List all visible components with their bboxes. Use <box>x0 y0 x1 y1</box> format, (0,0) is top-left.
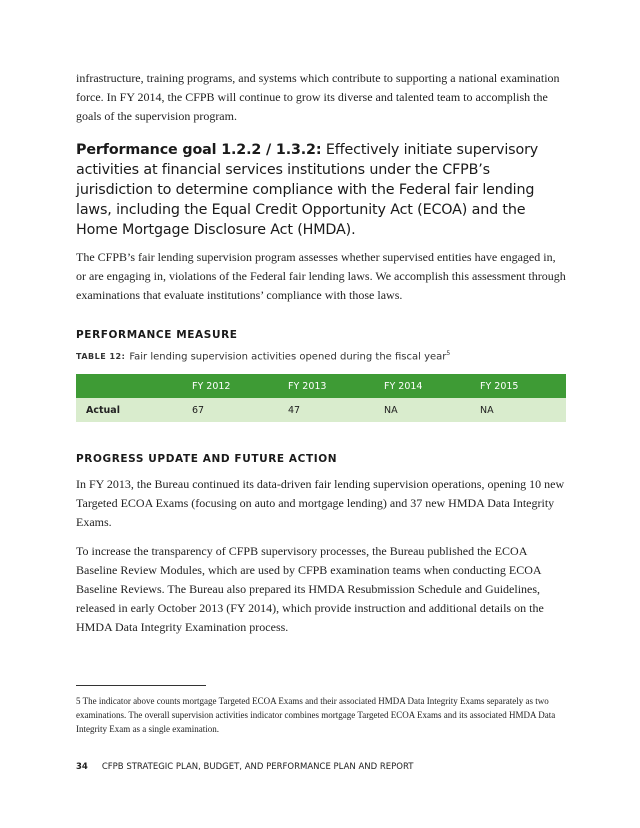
table-header-cell: FY 2014 <box>374 374 470 398</box>
footer-title: CFPB STRATEGIC PLAN, BUDGET, AND PERFORMANCE PLAN AND REPORT <box>101 762 414 772</box>
page-body <box>76 69 566 637</box>
table-row <box>76 398 566 422</box>
table-header-cell <box>76 374 182 398</box>
progress-paragraph-1: In FY 2013, the Bureau continued its data-driven fair lending supervision operations, opening 10 new Targeted ECOA Exams (focusing on auto and mortgage lending) and 37 new HMDA Data Integrity Exams. <box>76 477 565 530</box>
footnote-divider <box>76 685 206 686</box>
intro-paragraph: infrastructure, training programs, and systems which contribute to supporting a national examination force. In FY 2014, the CFPB will continue to grow its diverse and talented team to accomplish the goals of the supervision program. <box>76 71 560 123</box>
performance-measure-heading: PERFORMANCE MEASURE <box>76 329 238 341</box>
footnote: 5 The indicator above counts mortgage Targeted ECOA Exams and their associated HMDA Data Integrity Exams separately as two examinations. The overall supervision activities indicator combines mortgage Targeted ECOA Exams and its associated HMDA Data Integrity Exam as a single examination. <box>76 696 556 734</box>
table-cell: 67 <box>182 398 278 422</box>
table-cell: 47 <box>278 398 374 422</box>
table-caption-footnote-ref: 5 <box>446 350 451 357</box>
table-row-label: Actual <box>76 398 182 422</box>
performance-table <box>76 374 566 422</box>
performance-goal-text: Effectively initiate supervisory activities at financial services institutions under the CFPB’s jurisdiction to determine compliance with the Federal fair lending laws, including the Equal Credit Opportunity Act (ECOA) and the Home Mortgage Disclosure Act (HMDA). <box>76 142 539 238</box>
performance-goal <box>76 140 566 240</box>
table-header-cell: FY 2015 <box>470 374 566 398</box>
table-header-cell: FY 2013 <box>278 374 374 398</box>
table-caption-text: Fair lending supervision activities opened during the fiscal year <box>129 351 447 363</box>
progress-heading: PROGRESS UPDATE AND FUTURE ACTION <box>76 453 338 466</box>
page-footer <box>76 762 413 772</box>
progress-paragraph-2: To increase the transparency of CFPB supervisory processes, the Bureau published the ECOA Baseline Review Modules, which are used by CFPB examination teams when conducting ECOA Baseline Reviews. The Bureau also prepared its HMDA Resubmission Schedule and Guidelines, released in early October 2013 (FY 2014), which provide instruction and additional details on the HMDA Data Integrity Examination process. <box>76 544 544 635</box>
goal-paragraph: The CFPB’s fair lending supervision program assesses whether supervised entities have engaged in, or are engaging in, violations of the Federal fair lending laws. We accomplish this assessment through examinations that evaluate institutions’ compliance with those laws. <box>76 250 566 302</box>
table-cell: NA <box>470 398 566 422</box>
table-header-cell: FY 2012 <box>182 374 278 398</box>
page-number: 34 <box>76 762 88 772</box>
table-cell: NA <box>374 398 470 422</box>
table-header-row <box>76 374 566 398</box>
table-number: TABLE 12: <box>76 352 126 362</box>
table-caption <box>76 350 566 362</box>
performance-goal-label: Performance goal 1.2.2 / 1.3.2: <box>76 142 322 158</box>
